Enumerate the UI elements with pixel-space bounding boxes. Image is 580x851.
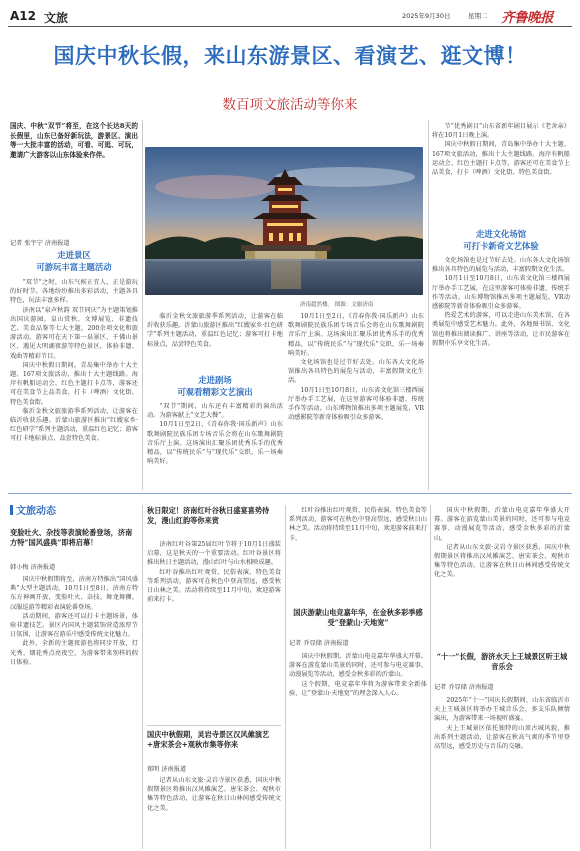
paragraph: 济南以“泉声秋韵 双节同庆”为主题策划推出国庆游园，皇山赏秋、文博展览、非遗技艺、美食品鉴等七大主题，200余项文化和旅游活动。游客可在天下第一泉景区、千佛山景区、遇见大明湖夜游等特色景区，体验非遗、戏曲等精彩节目。 — [10, 306, 138, 360]
paragraph: 济南红叶谷第25届红叶节将于10月1日盛装启幕，这是秋天的一个重要活动。红叶谷景区将推出秋日主题活动，漫山红叶与山水相映成趣。 — [147, 541, 281, 567]
column-divider — [142, 120, 143, 490]
paragraph: “双节”期间，山东还有丰富精彩的演出活动。为游客献上“文艺大餐”。 — [147, 403, 283, 420]
paragraph: 国庆中秋假日期间，青岛集中举办十大主题、167项文旅活动，推出十大主题线路。海岸有帆船运动会、红色主题打卡点等，游客还可在美食节上品美食，打卡（啤酒）文化街、特色美食街。 — [432, 141, 570, 177]
photo-caption: 济南超然楼。 图源：文旅济南 — [300, 302, 374, 308]
article-body-mengshan — [289, 652, 427, 848]
column-divider — [428, 120, 429, 490]
section-title-theater: 走进剧场 可观看精彩文艺演出 — [177, 375, 253, 397]
article-body-wangcheng — [434, 696, 570, 848]
paragraph: 国庆中秋假期，沂蒙山电竞嘉年华盛大开幕。游客在游览蒙山美景的同时，还可参与电竞赛事、动漫展览等活动，感受金秋多彩的沂蒙山。 — [289, 653, 427, 679]
label-bar — [10, 505, 13, 515]
section-title-scenic: 走进景区 可游玩丰富主题活动 — [36, 250, 112, 272]
paragraph: “双节”之时，山东气候正宜人，正是游玩的好时节。各地纷纷推出多彩活动，主题各具特色，玩法丰富多样。 — [10, 279, 138, 305]
lede-paragraph: 国庆、中秋“双节”将至，在这个长达8天的长假里，山东已备好新玩法，游景区、演出等一大批丰富的活动，可看、可逛、可玩，邀请广大游客以山东体验来作伴。 — [10, 122, 138, 159]
issue-weekday: 星期二 — [468, 12, 488, 20]
article-title-hongyegu: 秋日限定！济南红叶谷秋日盛宴喜势待发，漫山红韵等你来赏 — [147, 506, 270, 525]
paragraph: 活动期间，游客还可以打卡主题场景，体验非遗技艺。景区内国风主题装饰营造浓厚节日氛围，让游客在游乐中感受传统文化魅力。 — [10, 612, 138, 639]
middle-column-text — [147, 312, 283, 372]
section-body-venues — [432, 256, 570, 488]
paragraph: 10月1日至10月8日，山东省文化馆三楼西展厅举办手工艺展，在这里游客可体验非遗、传统手作等活动。山东博物馆推出多项主题展览，VR动感影院等新奇体验吸引众多游客。 — [432, 275, 570, 311]
article-body-cont — [289, 506, 427, 614]
article-byline-wangcheng: 记者 乔显储 济南报道 — [434, 684, 494, 691]
section-title-venues: 走进文化场馆 可打卡新奇文艺体验 — [463, 229, 539, 251]
paragraph: 天上王城景区依托独特的山顶古城风貌，推出系列主题活动，让游客在秋高气爽的季节里登高望远，感受历史与音乐的交融。 — [434, 724, 570, 751]
photo-illustration — [145, 147, 423, 295]
paragraph: 红叶谷推出红叶观赏、民俗表演、特色美食等系列活动，游客可在秋色中登高望远，感受秋日山林之美。活动将持续至11月中旬，欢迎游客前来打卡。 — [147, 568, 281, 604]
paragraph: 临沂金秋文旅旅游季系列活动，让游客在临沂收获乐趣。沂蒙山旅游区推出“红嫂家乡·红色研学”系列主题活动，重温红色记忆；游客可打卡地标景点，品尝特色美食。 — [10, 407, 138, 443]
page-subheadline: 数百项文旅活动等你来 — [222, 97, 358, 113]
paragraph: 文化场馆也是过节好去处。山东各大文化场馆推出各具特色的展览与活动，丰富假期文化生活。 — [288, 359, 424, 385]
paragraph: 节“优秀剧目”山东省新年剧目展示《老舍亲》将在10月1日晚上演。 — [432, 123, 570, 140]
paragraph: 文化场馆也是过节好去处。山东各大文化场馆推出各具特色的展览与活动，丰富假期文化生活。 — [432, 257, 570, 274]
paragraph: 10月1日至2日，《青春你我·国乐新声》山东歌舞剧院民族乐团专场音乐会将在山东歌舞剧院音乐厅上演。这场演出汇聚乐团优秀乐手的优秀精品，以“传统民乐”与“现代乐”交织，乐一场奏响美好。 — [288, 313, 424, 357]
section-name: 文旅 — [44, 11, 69, 25]
article-body-fangte — [10, 575, 138, 847]
column-divider — [142, 505, 143, 849]
section-label-text: 文旅动态 — [16, 506, 56, 517]
issue-date: 2025年9月30日 — [402, 12, 451, 20]
article-byline-fangte: 韩小梅 济南报道 — [10, 564, 56, 571]
article-title-wangcheng: “十一”长假，游济水天上王城景区听王城音乐会 — [436, 652, 568, 671]
header-rule — [8, 26, 572, 27]
article-byline-lingyansi: 郑明 济南报道 — [147, 766, 187, 773]
column-divider — [285, 505, 286, 849]
newspaper-logo: 齐鲁晚报 — [501, 10, 553, 26]
paragraph: 10月1日至10月8日，山东省文化馆三楼西展厅举办手工艺展，在这里游客可体验非遗、传统手作等活动。山东博物馆推出多项主题展览，VR动感影院等新奇体验吸引众多游客。 — [288, 386, 424, 422]
article-title-mengshan: 国庆游蒙山电竞嘉年华，在金秋多彩季感受“登蒙山·天地宽” — [293, 608, 423, 627]
article-body-lingyansi — [147, 776, 281, 848]
paragraph: 2025年“十一”国庆长假期间，山东省临沂市天上王城景区将举办王城音乐会，多支乐队倾情演出，为游客带来一场视听盛宴。 — [434, 697, 570, 723]
paragraph: 此外，全新的主题夜游也将同步开放，灯光秀、烟花秀点亮夜空，为游客带来别样的假日体验。 — [10, 640, 138, 666]
column-divider — [430, 505, 431, 849]
row-divider — [147, 725, 281, 726]
page-headline: 国庆中秋长假，来山东游景区、看演艺、逛文博！ — [53, 43, 527, 68]
paragraph: 这个假期，电竞嘉年华将为游客带来全新体验，让“登蒙山·天地宽”的理念深入人心。 — [289, 680, 427, 697]
paragraph: 临沂金秋文旅旅游季系列活动，让游客在临沂收获乐趣。沂蒙山旅游区推出“红嫂家乡·红色研学”系列主题活动，重温红色记忆；游客可打卡地标景点，品尝特色美食。 — [147, 313, 283, 348]
scenic-photo-pavilion-at-dusk — [145, 147, 423, 295]
paragraph: 10月1日至2日，《青春你我·国乐新声》山东歌舞剧院民族乐团专场音乐会将在山东歌舞剧院音乐厅上演。这场演出汇聚乐团优秀乐手的优秀精品，以“传统民乐”与“现代乐”交织，乐一场奏响美好。 — [147, 421, 283, 466]
paragraph: 热爱艺术的游客，可以走进山东美术馆，在各类展览中感受艺术魅力。此外，各地图书馆、文化馆也将推出阅读推广、讲座等活动，让市民游客在假期中乐享文化生活。 — [432, 312, 570, 347]
page-number: A12 — [10, 9, 36, 23]
paragraph: 国庆中秋假日期间，青岛集中举办十大主题、167项文旅活动，推出十大主题线路。海岸有帆船运动会、红色主题打卡点等，游客还可在美食节上品美食，打卡（啤酒）文化街、特色美食街。 — [10, 361, 138, 406]
section-divider — [8, 493, 572, 494]
section-label-news — [10, 502, 56, 517]
section-body-theater-cont — [288, 312, 424, 488]
paragraph: 红叶谷推出红叶观赏、民俗表演、特色美食等系列活动，游客可在秋色中登高望远，感受秋日山林之美。活动将持续至11月中旬，欢迎游客前来打卡。 — [289, 507, 427, 542]
paragraph: 国庆中秋假期，沂蒙山电竞嘉年华盛大开幕。游客在游览蒙山美景的同时，还可参与电竞赛事、动漫展览等活动，感受金秋多彩的沂蒙山。 — [434, 507, 570, 542]
right-column-text — [432, 122, 570, 222]
paragraph: 国庆中秋假期将至，济南方特推出“国风盛典”大型主题活动，10月1日至8日，济南方特东方神画开放，变脸吐火、杂技、舞龙舞狮、汉服巡游等精彩表演轮番登场。 — [10, 576, 138, 611]
article-title-lingyansi: 国庆中秋假期，灵岩寺景区汉风傩演艺+唐宋茶会+观秋市集等你来 — [147, 730, 270, 749]
article-title-fangte: 变脸吐火、杂技等表演轮番登场，济南方特“国风盛典”即将启幕！ — [10, 528, 133, 547]
section-body-scenic — [10, 278, 138, 488]
paragraph: 记者从山东文旅·灵岩寺景区获悉，国庆中秋假期景区将推出汉风傩演艺、唐宋茶会、观秋市集等特色活动，让游客在秋日山林间感受传统文化之美。 — [434, 543, 570, 579]
section-body-theater — [147, 402, 283, 488]
byline: 记者 张宇宁 济南报道 — [10, 240, 70, 247]
article-body-hongyegu — [147, 540, 281, 700]
article-body-right — [434, 506, 570, 646]
article-byline-mengshan: 记者 乔显储 济南报道 — [289, 640, 349, 647]
paragraph: 记者从山东文旅·灵岩寺景区获悉，国庆中秋假期景区将推出汉风傩演艺、唐宋茶会、观秋市集等特色活动，让游客在秋日山林间感受传统文化之美。 — [147, 777, 281, 812]
